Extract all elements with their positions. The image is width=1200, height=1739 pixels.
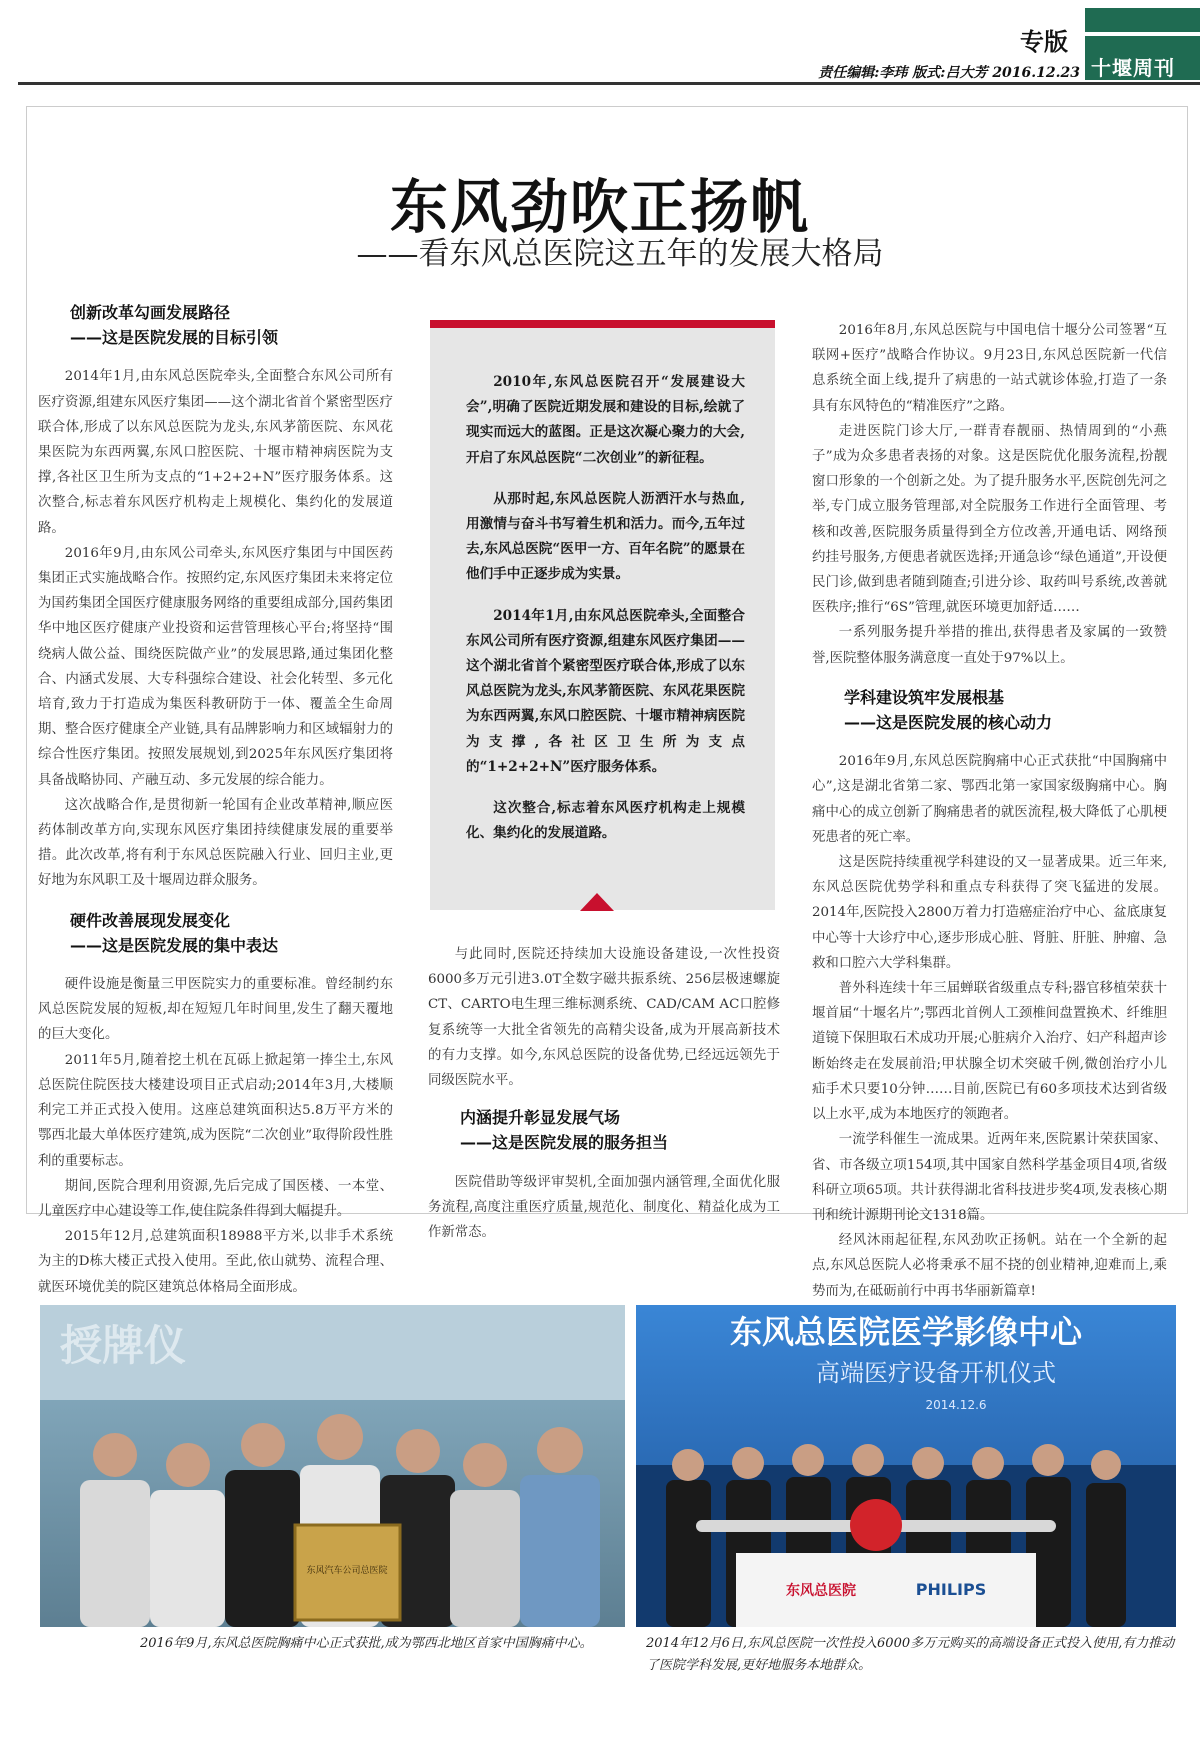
- paragraph: 2015年12月,总建筑面积18988平方米,以非手术系统为主的D栋大楼正式投入使用。至此,依山就势、流程合理、就医环境优美的院区建筑总体格局全面形成。: [38, 1229, 393, 1295]
- section-title: 学科建设筑牢发展根基: [844, 687, 1005, 707]
- column-1: [38, 300, 393, 1300]
- paragraph: 医院借助等级评审契机,全面加强内涵管理,全面优化服务流程,高度注重医疗质量,规范化、制度化、精益化成为工作新常态。: [428, 1174, 780, 1241]
- section-subtitle: ——这是医院发展的目标引领: [70, 328, 279, 348]
- paragraph: 一流学科催生一流成果。近两年来,医院累计荣获国家、省、市各级立项154项,其中国家自然科学基金项目4项,省级科研立项65项。共计获得湖北省科技进步奖4项,发表核心期刊和统计源期刊论文1318篇。: [812, 1132, 1167, 1223]
- banner-subtitle: 高端医疗设备开机仪式: [816, 1359, 1056, 1387]
- paragraph: 这是医院持续重视学科建设的又一显著成果。近三年来,东风总医院优势学科和重点专科获得了突飞猛进的发展。2014年,医院投入2800万着力打造癌症治疗中心、盆底康复中心等十大诊疗中心,逐步形成心脏、肾脏、肝脏、肿瘤、急救和口腔六大学科集群。: [812, 855, 1167, 971]
- photo-caption-left: 2016年9月,东风总医院胸痛中心正式获批,成为鄂西北地区首家中国胸痛中心。: [140, 1636, 593, 1651]
- photo-award-ceremony: [40, 1305, 625, 1627]
- section-title: 内涵提升彰显发展气场: [460, 1108, 621, 1128]
- highlight-box-text: [466, 370, 745, 862]
- article-title: 东风劲吹正扬帆: [389, 173, 810, 241]
- paragraph: 走进医院门诊大厅,一群青春靓丽、热情周到的“小燕子”成为众多患者表扬的对象。这是医院优化服务流程,扮靓窗口形象的一个创新之处。为了提升服务水平,医院创先河之举,专门成立服务管理部,对全院服务工作进行全面管理、考核和改善,医院服务质量得到全方位改善,开通电话、网络预约挂号服务,方便患者就医选择;开通急诊“绿色通道”,开设便民门诊,做到患者随到随查;引进分诊、取药叫号系统,改善就医秩序;推行“6S”管理,就医环境更加舒适……: [812, 423, 1167, 616]
- section-title: 创新改革勾画发展路径: [70, 303, 231, 322]
- paragraph: 2011年5月,随着挖土机在瓦砾上掀起第一捧尘土,东风总医院住院医技大楼建设项目正式启动;2014年3月,大楼顺利完工并正式投入使用。这座总建筑面积达5.8万平方米的鄂西北最大单体医疗建筑,成为医院“二次创业”取得阶段性胜利的重要标志。: [38, 1052, 393, 1169]
- highlight-box-top-bar: [430, 320, 775, 328]
- masthead-stripe: [1085, 32, 1200, 36]
- paragraph: 硬件设施是衡量三甲医院实力的重要标准。曾经制约东风总医院发展的短板,却在短短几年时间里,发生了翻天覆地的巨大变化。: [38, 977, 393, 1043]
- paragraph: 期间,医院合理利用资源,先后完成了国医楼、一本堂、儿童医疗中心建设等工作,使住院条件得到大幅提升。: [38, 1178, 393, 1219]
- highlight-paragraph: 2014年1月,由东风总医院牵头,全面整合东风公司所有医疗资源,组建东风医疗集团——这个湖北省首个紧密型医疗联合体,形成了以东风总医院为龙头,东风茅箭医院、东风花果医院为东西两翼,东风口腔医院、十堰市精神病医院为支撑,各社区卫生所为支点的“1+2+2+N”医疗服务体系。: [466, 607, 745, 775]
- highlight-paragraph: 这次整合,标志着东风医疗机构走上规模化、集约化的发展道路。: [466, 800, 745, 842]
- paragraph: 经风沐雨起征程,东风劲吹正扬帆。站在一个全新的起点,东风总医院人必将秉承不屈不挠的创业精神,迎难而上,乘势而为,在砥砺前行中再书华丽新篇章!: [812, 1233, 1167, 1299]
- backdrop-text: 授牌仪: [60, 1321, 187, 1370]
- photo-equipment-launch-image: [636, 1305, 1176, 1627]
- highlight-box-notch: [580, 893, 614, 911]
- section-subtitle: ——这是医院发展的核心动力: [844, 713, 1053, 733]
- banner-date: 2014.12.6: [925, 1398, 987, 1412]
- masthead-badge: [1085, 8, 1200, 80]
- section-subtitle: ——这是医院发展的集中表达: [70, 935, 279, 955]
- podium: [736, 1553, 1036, 1627]
- banner-title: 东风总医院医学影像中心: [729, 1313, 1083, 1351]
- paragraph: 这次战略合作,是贯彻新一轮国有企业改革精神,顺应医药体制改革方向,实现东风医疗集团持续健康发展的重要举措。此次改革,将有利于东风总医院融入行业、回归主业,更好地为东风职工及十堰周边群众服务。: [38, 797, 393, 889]
- section-body: [38, 364, 393, 893]
- section-title: 硬件改善展现发展变化: [70, 910, 231, 930]
- paragraph: 2014年1月,由东风总医院牵头,全面整合东风公司所有医疗资源,组建东风医疗集团——这个湖北省首个紧密型医疗联合体,形成了以东风总医院为龙头,东风茅箭医院、东风花果医院为东西两翼,东风口腔医院、十堰市精神病医院为支撑,各社区卫生所为支点的“1+2+2+N”医疗服务体系。这次整合,标志着东风医疗机构走上规模化、集约化的发展道路。: [38, 369, 393, 536]
- plaque-text: 东风汽车公司总医院: [306, 1566, 388, 1576]
- section-subtitle: ——这是医院发展的服务担当: [460, 1133, 669, 1153]
- column-2-lower: [428, 942, 780, 1245]
- podium-logo: 东风总医院: [786, 1583, 856, 1599]
- column-3: [812, 318, 1167, 1329]
- header-rule: [18, 82, 1200, 85]
- photo-award-ceremony-image: [40, 1305, 625, 1627]
- paragraph: 一系列服务提升举措的推出,获得患者及家属的一致赞誉,医院整体服务满意度一直处于97%以上。: [812, 625, 1167, 666]
- section-label: 专版: [1020, 27, 1068, 56]
- paragraph: 2016年8月,东风总医院与中国电信十堰分公司签署“互联网+医疗”战略合作协议。9月23日,东风总医院新一代信息系统全面上线,提升了病患的一站式就诊体验,打造了一条具有东风特色的“精准医疗”之路。: [812, 323, 1167, 414]
- paragraph: 2016年9月,由东风公司牵头,东风医疗集团与中国医药集团正式实施战略合作。按照约定,东风医疗集团未来将定位为国药集团全国医疗健康服务网络的重要组成部分,国药集团华中地区医疗健康产业投资和运营管理核心平台;将坚持“围绕病人做公益、围绕医院做产业”的发展思路,通过集团化整合、内涵式发展、大专科强综合建设、社会化转型、多元化培育,致力于打造成为集医科教研防于一体、覆盖全生命周期、整合医疗健康全产业链,具有品牌影响力和区域辐射力的综合性医疗集团。按照发展规划,到2025年东风医疗集团将具备战略协同、产融互动、多元发展的综合能力。: [38, 545, 393, 788]
- paragraph: 与此同时,医院还持续加大设施设备建设,一次性投资6000多万元引进3.0T全数字磁共振系统、256层极速螺旋CT、CARTO电生理三维标测系统、CAD/CAM AC口腔修复系统等一大批全省领先的高精尖设备,成为开展高新技术的有力支撑。如今,东风总医院的设备优势,已经远远领先于同级医院水平。: [428, 947, 780, 1089]
- photo-caption-right: 2014年12月6日,东风总医院一次性投入6000多万元购买的高端设备正式投入使用,有力推动了医院学科发展,更好地服务本地群众。: [646, 1636, 1175, 1673]
- paper-name: 十堰周刊: [1091, 56, 1175, 80]
- highlight-paragraph: 从那时起,东风总医院人沥洒汗水与热血,用激情与奋斗书写着生机和活力。而今,五年过去,东风总医院“医甲一方、百年名院”的愿景在他们手中正逐步成为实景。: [466, 490, 745, 583]
- paragraph: 普外科连续十年三届蝉联省级重点专科;器官移植荣获十堰首届“十堰名片”;鄂西北首例人工颈椎间盘置换术、纤维胆道镜下保胆取石术成功开展;心脏病介入治疗、妇产科超声诊断始终走在发展前沿;甲状腺全切术突破千例,微创治疗小儿疝手术只要10分钟……目前,医院已有60多项技术达到省级以上水平,成为本地医疗的领跑者。: [812, 981, 1167, 1123]
- section-body: [812, 749, 1167, 1303]
- paragraph: 2016年9月,东风总医院胸痛中心正式获批“中国胸痛中心”,这是湖北省第二家、鄂西北第一家国家级胸痛中心。胸痛中心的成立创新了胸痛患者的就医流程,极大降低了心肌梗死患者的死亡率。: [812, 754, 1167, 845]
- section-body: [38, 972, 393, 1300]
- highlight-paragraph: 2010年,东风总医院召开“发展建设大会”,明确了医院近期发展和建设的目标,绘就了现实而远大的蓝图。正是这次凝心聚力的大会,开启了东风总医院“二次创业”的新征程。: [466, 374, 745, 466]
- editor-meta: 责任编辑:李玮 版式:吕大芳 2016.12.23: [818, 65, 1080, 81]
- photo-equipment-launch: [636, 1305, 1176, 1627]
- red-ribbon-flower: [850, 1499, 902, 1551]
- section-body: [428, 1170, 780, 1246]
- podium-brand: PHILIPS: [915, 1580, 987, 1599]
- article-subtitle: ——看东风总医院这五年的发展大格局: [356, 236, 884, 272]
